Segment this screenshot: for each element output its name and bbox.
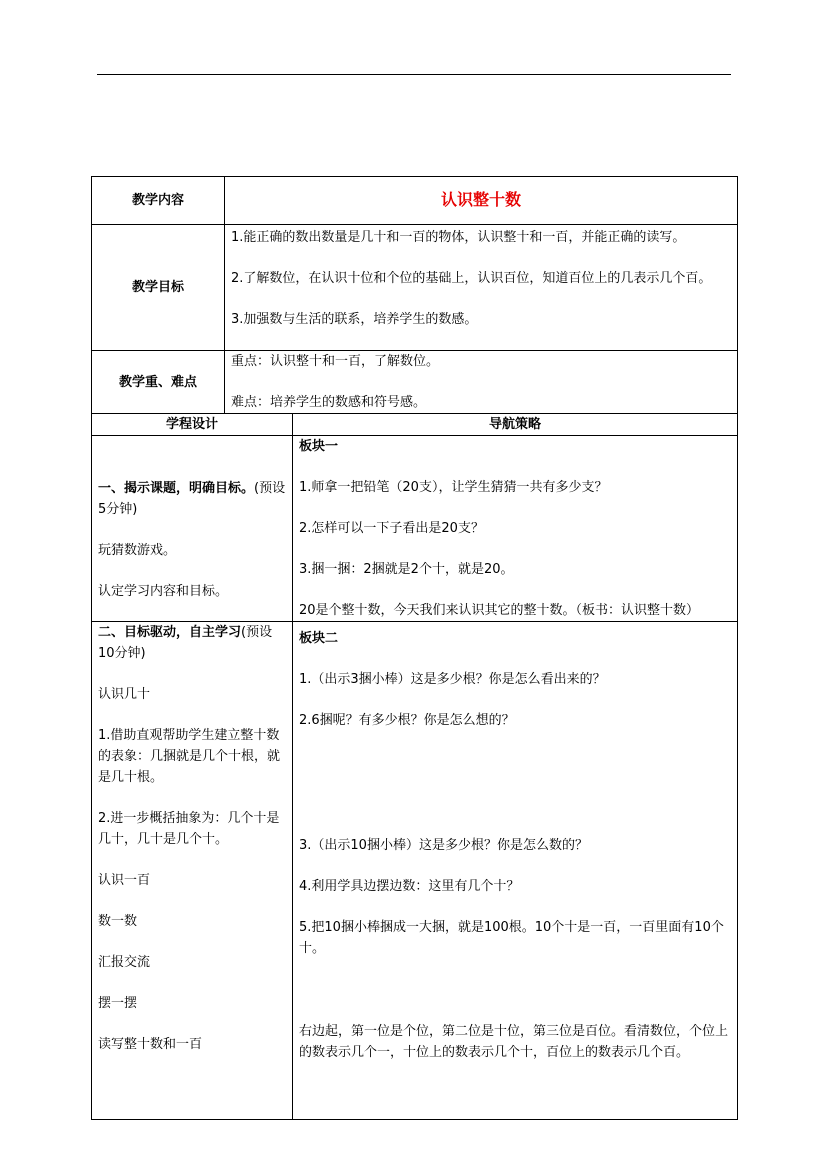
goal-item: 1.能正确的数出数量是几十和一百的物体，认识整十和一百，并能正确的读写。 [231,230,686,245]
focus-text: 重点：认识整十和一百，了解数位。 [231,354,440,369]
strategy-item: 20是个整十数，今天我们来认识其它的整十数。（板书：认识整十数） [299,603,700,618]
spacer [299,979,731,1021]
column-header-row [92,414,738,436]
section2-step: 汇报交流 [98,955,151,970]
section2-step: 1.借助直观帮助学生建立整十数的表象：几捆就是几个十根，就是几十根。 [98,728,281,785]
lesson-title: 认识整十数 [441,190,522,209]
strategy-item: 2.6捆呢？有多少根？你是怎么想的？ [299,713,515,728]
section2-step: 2.进一步概括抽象为：几个十是几十，几十是几个十。 [98,811,280,847]
title-row [92,177,738,225]
difficulty-text: 难点：培养学生的数感和符号感。 [231,395,427,410]
section2-design-cell [92,622,293,1120]
section2-time: (预设10分钟) [98,625,273,661]
section2-heading: 二、目标驱动，自主学习 [98,625,242,640]
spacer [299,751,731,835]
strategy-item: 1.师拿一把铅笔（20支），让学生猜猜一共有多少支？ [299,480,608,495]
header-rule [97,74,731,75]
section2-step: 认识几十 [98,687,151,702]
key-points-label: 教学重、难点 [92,351,225,414]
section1-heading: 一、揭示课题，明确目标。 [98,481,255,496]
strategy-item: 5.把10捆小棒捆成一大捆，就是100根。10个十是一百，一百里面有10个十。 [299,920,724,956]
section1-strategy-cell [293,436,738,622]
key-points-row [92,351,738,414]
lesson-plan-table [91,176,738,1120]
strategy-item: 4.利用学具边摆边数：这里有几个十？ [299,879,520,894]
strategy-item: 3.捆一捆：2捆就是2个十，就是20。 [299,562,514,577]
lesson-title-cell [225,177,738,225]
goals-cell [225,225,738,351]
section1-step: 认定学习内容和目标。 [98,584,229,599]
block1-label: 板块一 [299,439,339,454]
section1-row [92,436,738,622]
goals-row [92,225,738,351]
strategy-column-header: 导航策略 [293,414,738,436]
design-column-header: 学程设计 [92,414,293,436]
content-label: 教学内容 [92,177,225,225]
section1-step: 玩猜数游戏。 [98,543,177,558]
section2-step: 读写整十数和一百 [98,1037,203,1052]
strategy-item: 右边起，第一位是个位，第二位是十位，第三位是百位。看清数位，个位上的数表示几个一，十位上的数表示几个十，百位上的数表示几个百。 [299,1024,729,1060]
goal-item: 3.加强数与生活的联系，培养学生的数感。 [231,312,478,327]
key-points-cell [225,351,738,414]
strategy-item: 1.（出示3捆小棒）这是多少根？你是怎么看出来的？ [299,672,606,687]
section1-design-cell [92,436,293,622]
goals-label: 教学目标 [92,225,225,351]
section2-step: 摆一摆 [98,996,138,1011]
section2-strategy-cell [293,622,738,1120]
section2-step: 数一数 [98,914,138,929]
block2-label: 板块二 [299,631,339,646]
strategy-item: 2.怎样可以一下子看出是20支？ [299,521,484,536]
section2-step: 认识一百 [98,873,151,888]
section1-time: (预设5分钟) [98,481,286,517]
goal-item: 2.了解数位，在认识十位和个位的基础上，认识百位，知道百位上的几表示几个百。 [231,271,712,286]
section2-row [92,622,738,1120]
strategy-item: 3.（出示10捆小棒）这是多少根？你是怎么数的？ [299,838,588,853]
